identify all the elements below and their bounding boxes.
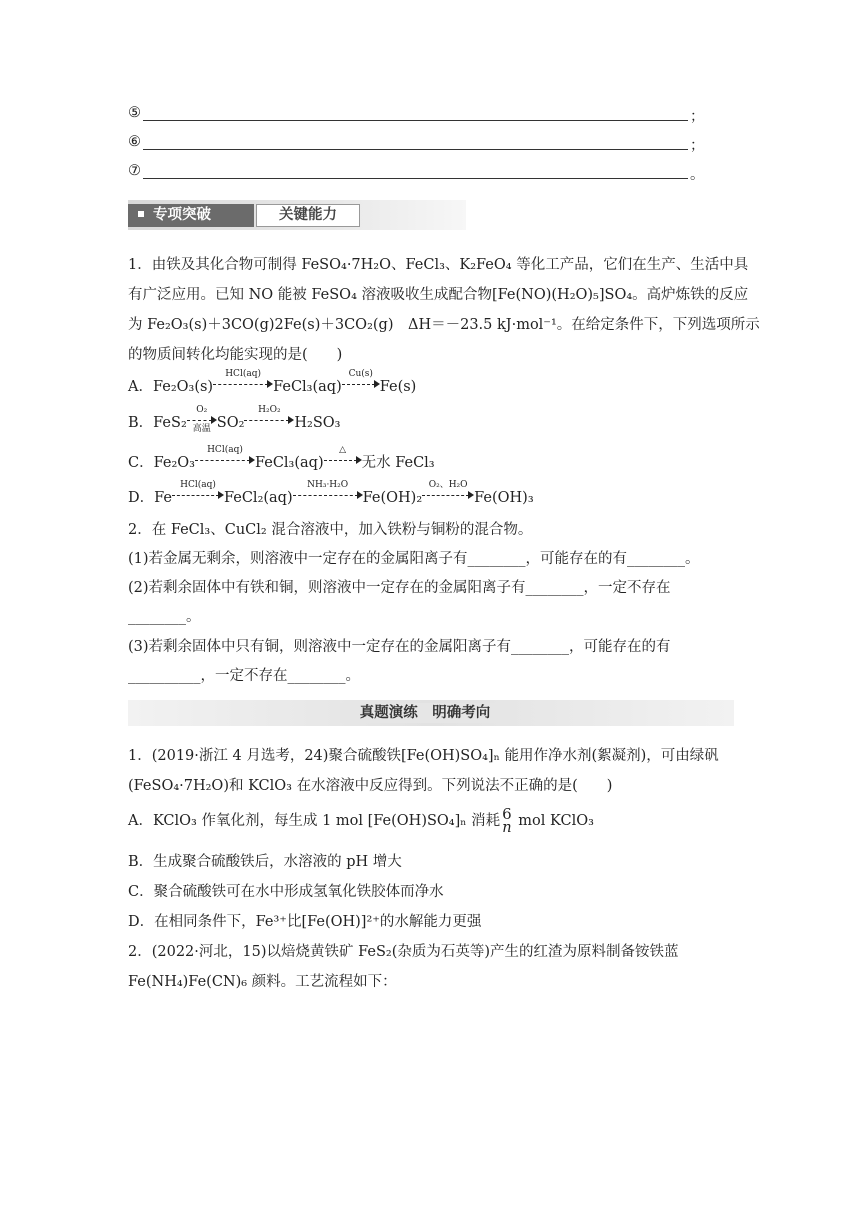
arrow-condition: H₂O₂ [258, 405, 281, 415]
r1-option-b: B．生成聚合硫酸铁后，水溶液的 pH 增大 [128, 854, 402, 870]
q2-stem: 2．在 FeCl₃、CuCl₂ 混合溶液中，加入铁粉与铜粉的混合物。 [128, 522, 533, 538]
q1-option-c [128, 445, 435, 472]
option-b-reactant: B．FeS₂ [128, 415, 187, 431]
q1-line4: 的物质间转化均能实现的是( ) [128, 347, 343, 363]
q2-part1: (1)若金属无剩余，则溶液中一定存在的金属阳离子有________，可能存在的有________。 [128, 551, 700, 567]
section-title-box [128, 204, 254, 227]
q2-part2-line2: ________。 [128, 609, 201, 625]
r1-option-c: C．聚合硫酸铁可在水中形成氢氧化铁胶体而净水 [128, 884, 444, 900]
r1-line2: (FeSO₄·7H₂O)和 KClO₃ 在水溶液中反应得到。下列说法不正确的是( ) [128, 778, 613, 794]
q1-line3: 为 Fe₂O₃(s)＋3CO(g)2Fe(s)＋3CO₂(g) ΔH＝－23.5 kJ·mol⁻¹。在给定条件下，下列选项所示 [128, 317, 760, 333]
r2-line1: 2．(2022·河北，15)以焙烧黄铁矿 FeS₂(杂质为石英等)产生的红渣为原料制备铵铁蓝 [128, 944, 679, 960]
q1-option-b [128, 405, 341, 434]
arrow-condition: HCl(aq) [207, 445, 243, 455]
reaction-arrow-icon [244, 405, 294, 428]
reaction-arrow-icon [422, 480, 474, 503]
fill-end-5: ； [690, 109, 705, 125]
reaction-arrow-icon [293, 480, 363, 503]
reaction-arrow-icon [172, 480, 224, 503]
section-banner-exam [128, 700, 734, 726]
arrow-condition: O₂、H₂O [428, 480, 468, 490]
fill-marker-7: ⑦ [128, 163, 141, 179]
option-a-text: A．KClO₃ 作氧化剂，每生成 1 mol [Fe(OH)SO₄]ₙ 消耗 [128, 813, 501, 829]
section-title: 专项突破 [153, 207, 211, 223]
option-d-product: Fe(OH)₃ [474, 490, 534, 506]
reaction-arrow-icon [342, 369, 380, 392]
square-bullet-icon [138, 211, 144, 217]
r1-line1: 1．(2019·浙江 4 月选考，24)聚合硫酸铁[Fe(OH)SO₄]ₙ 能用作净水剂(絮凝剂)，可由绿矾 [128, 748, 719, 764]
option-a-unit: mol KClO₃ [513, 813, 594, 829]
r2-line2: Fe(NH₄)Fe(CN)₆ 颜料。工艺流程如下： [128, 974, 397, 990]
fill-marker-5: ⑤ [128, 105, 141, 121]
arrow-condition: Cu(s) [348, 369, 373, 379]
arrow-condition: HCl(aq) [180, 480, 216, 490]
option-a-reactant: A．Fe₂O₃(s) [128, 379, 214, 395]
reaction-arrow-icon [187, 405, 217, 434]
fraction-numerator: 6 [502, 805, 512, 823]
fill-end-7: 。 [690, 167, 705, 183]
option-c-product: 无水 FeCl₃ [361, 455, 435, 471]
option-d-reactant: D．Fe [128, 490, 172, 506]
arrow-condition-below: 高温 [192, 424, 211, 434]
section-tag: 关键能力 [256, 204, 360, 227]
option-a-intermediate: FeCl₃(aq) [273, 379, 342, 395]
option-a-product: Fe(s) [379, 379, 417, 395]
q1-option-d [128, 480, 534, 507]
r1-option-a [128, 807, 594, 835]
fill-end-6: ； [690, 138, 705, 154]
option-b-intermediate: SO₂ [216, 415, 245, 431]
arrow-condition: △ [339, 445, 347, 455]
option-c-reactant: C．Fe₂O₃ [128, 455, 195, 471]
q1-option-a [128, 369, 417, 396]
option-d-intermediate-2: Fe(OH)₂ [362, 490, 423, 506]
fraction-denominator: n [502, 820, 512, 836]
q1-line2: 有广泛应用。已知 NO 能被 FeSO₄ 溶液吸收生成配合物[Fe(NO)(H₂O)₅]SO₄。高炉炼铁的反应 [128, 287, 749, 303]
fraction [502, 807, 512, 835]
section-title-exam: 真题演练 明确考向 [340, 703, 510, 723]
q2-part3-line1: (3)若剩余固体中只有铜，则溶液中一定存在的金属阳离子有________，可能存在的有 [128, 639, 671, 655]
blank-line-7[interactable] [143, 178, 688, 179]
r1-option-d: D．在相同条件下，Fe³⁺比[Fe(OH)]²⁺的水解能力更强 [128, 914, 482, 930]
fill-marker-6: ⑥ [128, 134, 141, 150]
blank-line-5[interactable] [143, 120, 688, 121]
q1-line1: 1．由铁及其化合物可制得 FeSO₄·7H₂O、FeCl₃、K₂FeO₄ 等化工产品，它们在生产、生活中具 [128, 257, 749, 273]
blank-line-6[interactable] [143, 149, 688, 150]
arrow-condition: HCl(aq) [225, 369, 261, 379]
reaction-arrow-icon [213, 369, 273, 392]
arrow-condition: O₂ [196, 405, 208, 415]
section-banner-special [128, 200, 466, 230]
q2-part3-line2: __________，一定不存在________。 [128, 668, 360, 684]
q2-part2-line1: (2)若剩余固体中有铁和铜，则溶液中一定存在的金属阳离子有________，一定不存在 [128, 580, 671, 596]
arrow-condition: NH₃·H₂O [307, 480, 349, 490]
option-c-intermediate: FeCl₃(aq) [254, 455, 324, 471]
option-b-product: H₂SO₃ [294, 415, 341, 431]
reaction-arrow-icon [195, 445, 255, 468]
option-d-intermediate-1: FeCl₂(aq) [223, 490, 293, 506]
reaction-arrow-icon [324, 445, 362, 468]
